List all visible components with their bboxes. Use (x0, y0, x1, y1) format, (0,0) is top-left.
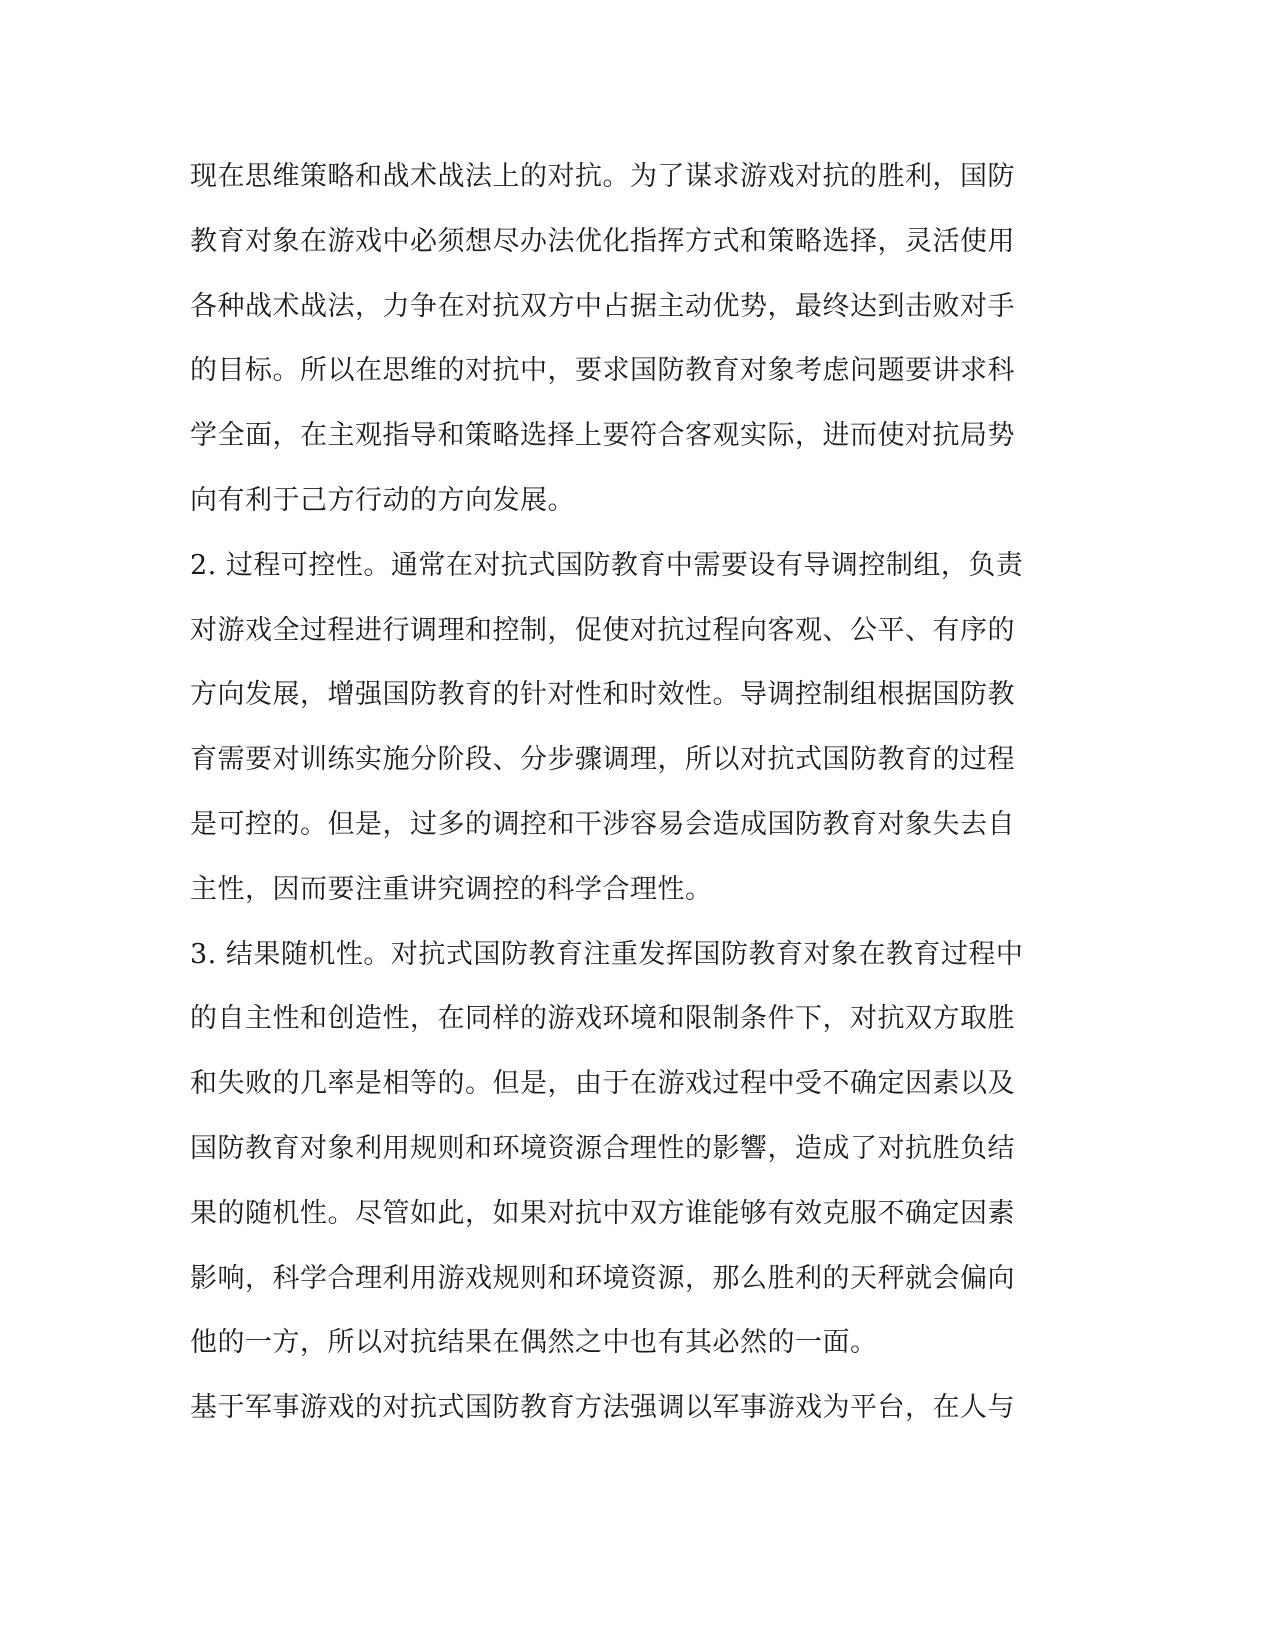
paragraph-process-controllability (190, 549, 1070, 938)
text-line: 的自主性和创造性，在同样的游戏环境和限制条件下，对抗双方取胜 (190, 1003, 1015, 1035)
text-line: 和失败的几率是相等的。但是，由于在游戏过程中受不确定因素以及 (190, 1068, 1015, 1100)
text-line: 基于军事游戏的对抗式国防教育方法强调以军事游戏为平台，在人与 (190, 1392, 1015, 1424)
text-line: 果的随机性。尽管如此，如果对抗中双方谁能够有效克服不确定因素 (190, 1197, 1015, 1229)
text-line: 2. 过程可控性。通常在对抗式国防教育中需要设有导调控制组，负责 (190, 549, 1024, 581)
text-line: 主性，因而要注重讲究调控的科学合理性。 (190, 873, 713, 905)
text-line: 教育对象在游戏中必须想尽办法优化指挥方式和策略选择，灵活使用 (190, 225, 1015, 257)
text-line: 国防教育对象利用规则和环境资源合理性的影響，造成了对抗胜负结 (190, 1132, 1015, 1164)
paragraph-result-randomness (190, 938, 1070, 1392)
text-line: 育需要对训练实施分阶段、分步骤调理，所以对抗式国防教育的过程 (190, 744, 1015, 776)
text-line: 的目标。所以在思维的对抗中，要求国防教育对象考虑问题要讲求科 (190, 355, 1015, 387)
text-line: 影响，科学合理利用游戏规则和环境资源，那么胜利的天秤就会偏向 (190, 1262, 1015, 1294)
paragraph-method-summary (190, 1391, 1070, 1456)
text-line: 向有利于己方行动的方向发展。 (190, 484, 575, 516)
paragraph-intro-continuation (190, 160, 1070, 549)
text-line: 学全面，在主观指导和策略选择上要符合客观实际，进而使对抗局势 (190, 420, 1015, 452)
text-line: 是可控的。但是，过多的调控和干涉容易会造成国防教育对象失去自 (190, 808, 1015, 840)
body-text (190, 160, 1070, 1456)
text-line: 现在思维策略和战术战法上的对抗。为了谋求游戏对抗的胜利，国防 (190, 161, 1015, 192)
text-line: 对游戏全过程进行调理和控制，促使对抗过程向客观、公平、有序的 (190, 614, 1015, 646)
text-line: 3. 结果随机性。对抗式国防教育注重发挥国防教育对象在教育过程中 (190, 938, 1024, 970)
text-line: 各种战术战法，力争在对抗双方中占据主动优势，最终达到击败对手 (190, 290, 1015, 322)
text-line: 他的一方，所以对抗结果在偶然之中也有其必然的一面。 (190, 1327, 878, 1359)
text-line: 方向发展，增强国防教育的针对性和时效性。导调控制组根据国防教 (190, 679, 1015, 711)
